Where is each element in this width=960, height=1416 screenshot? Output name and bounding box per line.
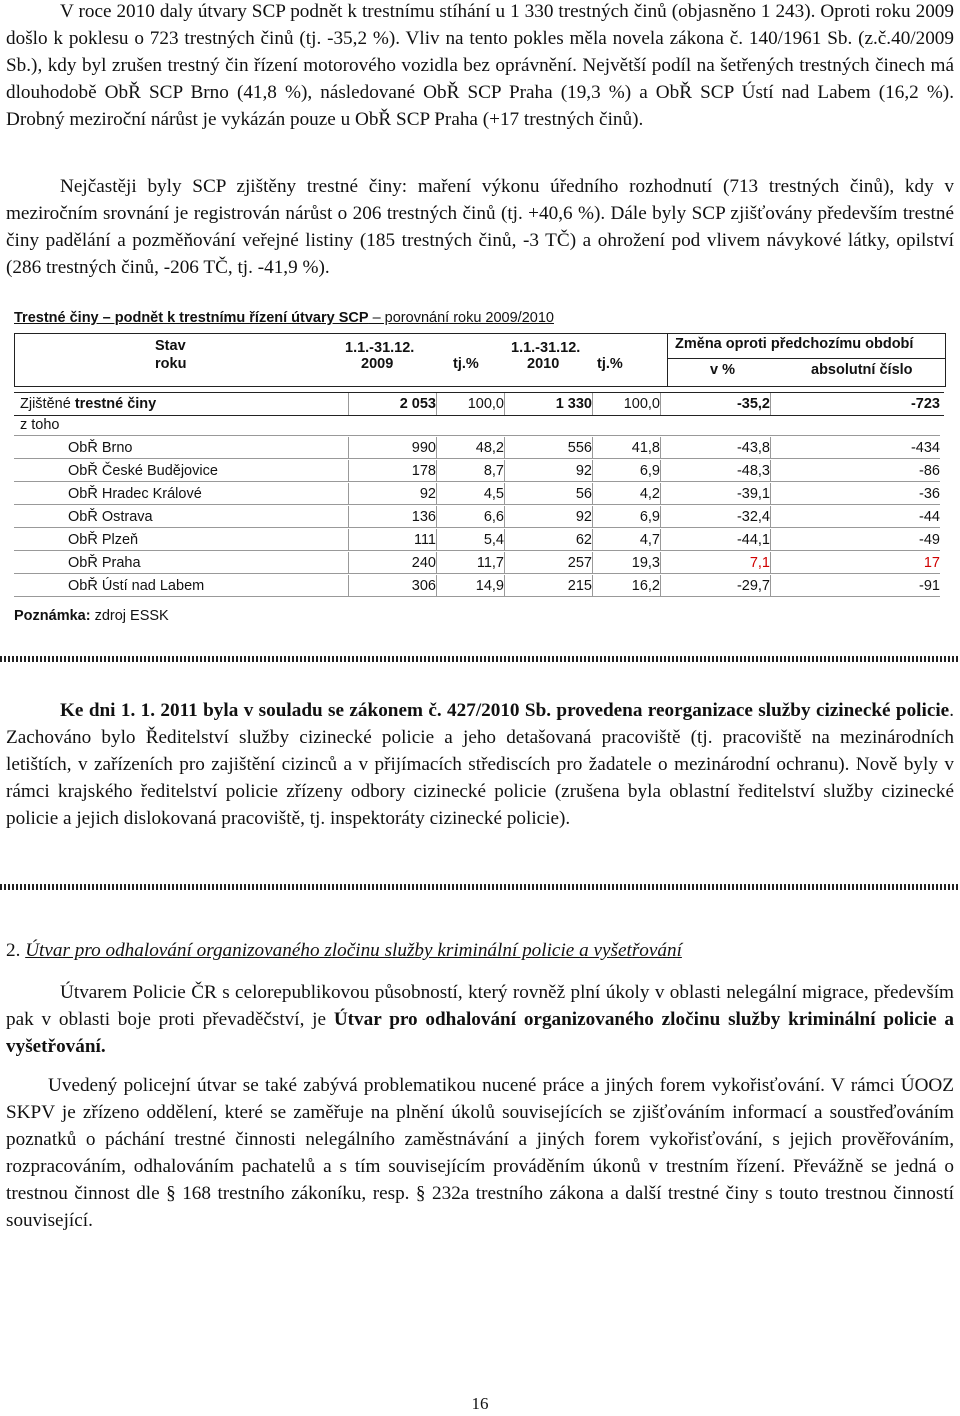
- cell-2010: 56: [575, 486, 592, 502]
- cell-change-pct: -43,8: [736, 440, 770, 456]
- header-pct-2010: tj.%: [597, 356, 623, 372]
- z-toho-label: z toho: [20, 417, 60, 433]
- header-2009-range: 1.1.-31.12.: [345, 340, 415, 356]
- table-row: [14, 460, 944, 482]
- table-row: [14, 437, 944, 459]
- cell-change-pct: -29,7: [736, 578, 770, 594]
- cell-change-abs: 17: [923, 555, 940, 571]
- row-label: ObŘ Hradec Králové: [68, 486, 202, 502]
- paragraph-reorganization: Ke dni 1. 1. 2011 byla v souladu se zákonem č. 427/2010 Sb. provedena reorganizace služby cizinecké policie. Zachováno bylo Ředitelství služby cizinecké policie a jeho detašovaná pracoviště (tj. pracoviště na mezinárodních letištích, v zařízeních pro zajištění cizinců a v přijímacích střediscích pro žadatele o mezinárodní ochranu). Nově byly v rámci krajského ředitelství policie zřízeny odbory cizinecké policie (zrušena byla oblastní ředitelství služby cizinecké policie a jejich dislokovaná pracoviště, tj. inspektoráty cizinecké policie).: [6, 700, 954, 829]
- table-row: [14, 529, 944, 551]
- cell-change-pct: 7,1: [749, 555, 770, 571]
- cell-pct-2010: 16,2: [631, 578, 660, 594]
- cell-change-abs: -49: [919, 532, 940, 548]
- row-label: ObŘ České Budějovice: [68, 463, 218, 479]
- paragraph-most-common-crimes: Nejčastěji byly SCP zjištěny trestné činy: maření výkonu úředního rozhodnutí (713 trestných činů), kdy v meziročním srovnání je registrován nárůst o 206 trestných činů (tj. +40,6 %). Dále byly SCP zjišťovány především trestné činy padělání a pozměňování veřejné listiny (185 trestných činů, -3 TČ) a ohrožení pod vlivem návykové látky, opilství (286 trestných činů, -206 TČ, tj. -41,9 %).: [6, 176, 954, 278]
- cell-change-abs: -434: [910, 440, 940, 456]
- cell-change-abs: -44: [919, 509, 940, 525]
- cell-change-pct: -32,4: [736, 509, 770, 525]
- paragraph-uooz-intro: Útvarem Policie ČR s celorepublikovou působností, který rovněž plní úkoly v oblasti nelegální migrace, především pak v oblasti boje proti převaděčství, je Útvar pro odhalování organizovaného zločinu služby kriminální policie a vyšetřování.: [6, 982, 954, 1057]
- cell-2010: 1 330: [555, 396, 592, 412]
- section-heading: 2. Útvar pro odhalování organizovaného zločinu služby kriminální policie a vyšetřování: [6, 940, 682, 961]
- header-change-pct: v %: [710, 362, 735, 378]
- table-row-total: [14, 392, 944, 416]
- cell-pct-2010: 6,9: [639, 509, 660, 525]
- separator: [0, 656, 960, 662]
- cell-pct-2010: 19,3: [631, 555, 660, 571]
- cell-change-pct: -39,1: [736, 486, 770, 502]
- separator: [0, 884, 960, 890]
- cell-2009: 2 053: [399, 396, 436, 412]
- table-header: [14, 333, 946, 387]
- table-row: [14, 483, 944, 505]
- cell-pct-2009: 6,6: [483, 509, 504, 525]
- cell-change-abs: -723: [910, 396, 940, 412]
- cell-pct-2009: 4,5: [483, 486, 504, 502]
- cell-pct-2010: 41,8: [631, 440, 660, 456]
- cell-change-abs: -86: [919, 463, 940, 479]
- table-row: [14, 552, 944, 574]
- paragraph-uooz-details: Uvedený policejní útvar se také zabývá problematikou nucené práce a jiných forem vykořisťování. V rámci ÚOOZ SKPV je zřízeno oddělení, které se zaměřuje na plnění úkolů souvisejících se zjišťováním informací a soustřeďováním poznatků o páchání trestné činnosti nelegálního zaměstnávání a jiných forem vykořisťování, s jejich prověřováním, rozpracováním, odhalováním pachatelů a s tím souvisejícím prováděním úkonů v trestním řízení. Převážně se jedná o trestnou činnost dle § 168 trestního zákoníku, resp. § 232a trestního zákona a další trestné činy s touto trestnou činností související.: [6, 1075, 954, 1231]
- cell-2010: 92: [575, 463, 592, 479]
- table-title: Trestné činy – podnět k trestnímu řízení útvary SCP – porovnání roku 2009/2010: [14, 310, 554, 326]
- cell-2010: 215: [567, 578, 592, 594]
- cell-2009: 306: [411, 578, 436, 594]
- cell-2009: 178: [411, 463, 436, 479]
- cell-2009: 136: [411, 509, 436, 525]
- cell-2010: 556: [567, 440, 592, 456]
- cell-2010: 92: [575, 509, 592, 525]
- cell-change-abs: -36: [919, 486, 940, 502]
- table-note: Poznámka: zdroj ESSK: [14, 608, 169, 624]
- table-row: [14, 575, 944, 597]
- cell-pct-2010: 4,2: [639, 486, 660, 502]
- row-label: Zjištěné trestné činy: [20, 396, 157, 412]
- cell-pct-2010: 4,7: [639, 532, 660, 548]
- cell-pct-2009: 11,7: [476, 555, 504, 571]
- cell-pct-2009: 100,0: [467, 396, 504, 412]
- page-number: 16: [471, 1394, 489, 1413]
- header-2009: 2009: [361, 356, 394, 372]
- cell-pct-2010: 100,0: [623, 396, 660, 412]
- cell-2010: 257: [567, 555, 592, 571]
- cell-change-abs: -91: [919, 578, 940, 594]
- header-2010-range: 1.1.-31.12.: [511, 340, 581, 356]
- cell-change-pct: -48,3: [736, 463, 770, 479]
- paragraph-statistics-2010: V roce 2010 daly útvary SCP podnět k trestnímu stíhání u 1 330 trestných činů (objasněno 1 243). Oproti roku 2009 došlo k poklesu o 723 trestných činů (tj. -35,2 %). Vliv na tento pokles měla novela zákona č. 140/1961 Sb. (z.č.40/2009 Sb.), kdy byl zrušen trestný čin řízení motorového vozidla bez oprávnění. Největší podíl na šetřených trestných činech má dlouhodobě ObŘ SCP Brno (41,8 %), následované ObŘ SCP Praha (19,3 %) a ObŘ SCP Ústí nad Labem (16,2 %). Drobný meziroční nárůst je vykázán pouze u ObŘ SCP Praha (+17 trestných činů).: [6, 1, 954, 130]
- table-row: [14, 506, 944, 528]
- cell-pct-2010: 6,9: [639, 463, 660, 479]
- cell-2009: 990: [411, 440, 436, 456]
- cell-2009: 240: [411, 555, 436, 571]
- row-label: ObŘ Ústí nad Labem: [68, 578, 205, 594]
- header-roku: roku: [155, 356, 187, 372]
- row-label: ObŘ Brno: [68, 440, 133, 456]
- header-change-abs: absolutní číslo: [811, 362, 913, 378]
- header-stav: Stav: [155, 338, 186, 354]
- header-pct-2009: tj.%: [453, 356, 479, 372]
- cell-change-pct: -44,1: [736, 532, 770, 548]
- cell-pct-2009: 14,9: [475, 578, 504, 594]
- cell-change-pct: -35,2: [736, 396, 770, 412]
- table-row-z-toho: [14, 414, 944, 436]
- cell-2009: 92: [419, 486, 436, 502]
- cell-2010: 62: [575, 532, 592, 548]
- cell-pct-2009: 8,7: [483, 463, 504, 479]
- cell-pct-2009: 5,4: [483, 532, 504, 548]
- cell-2009: 111: [413, 532, 436, 548]
- header-2010: 2010: [527, 356, 560, 372]
- header-change: Změna oproti předchozímu období: [675, 336, 914, 352]
- row-label: ObŘ Plzeň: [68, 532, 139, 548]
- row-label: ObŘ Praha: [68, 555, 141, 571]
- cell-pct-2009: 48,2: [475, 440, 504, 456]
- row-label: ObŘ Ostrava: [68, 509, 153, 525]
